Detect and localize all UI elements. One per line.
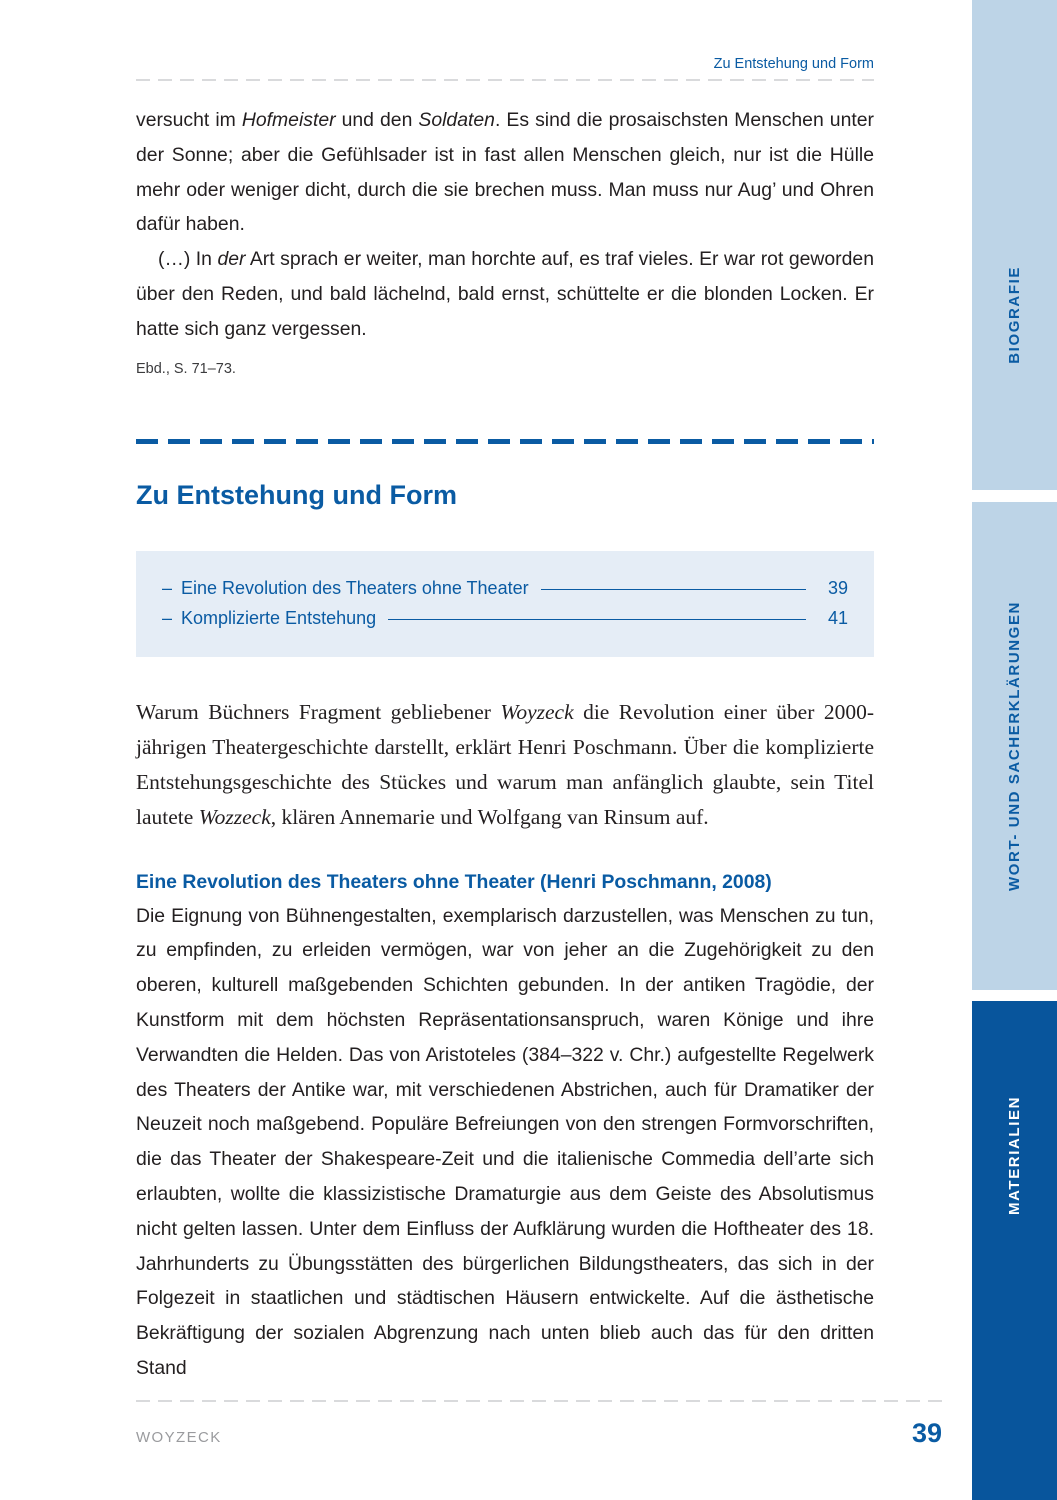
toc-entry-2-page: 41 xyxy=(827,607,848,628)
section-contents-box xyxy=(136,551,874,657)
section-tab-strip xyxy=(972,0,1057,1500)
article-heading: Eine Revolution des Theaters ohne Theater (Henri Poschmann, 2008) xyxy=(136,870,772,893)
quote-italic-hofmeister: Hofmeister xyxy=(241,109,336,131)
tab-materialien[interactable] xyxy=(972,1001,1057,1500)
toc-entry-1-page: 39 xyxy=(827,577,848,598)
quote-paragraph-1: versucht im Hofmeister und den Soldaten. Es sind die prosaischsten Menschen unter der Sonne; aber die Gefühlsader ist in fast allen Menschen gleich, nur ist die Hülle mehr oder weniger dicht, durch die sie brechen muss. Man muss nur Aug’ und Ohren dafür haben. xyxy=(136,109,874,236)
tab-materialien-label: MATERIALIEN xyxy=(1006,1096,1023,1215)
tab-biografie[interactable] xyxy=(972,0,1057,490)
section-divider xyxy=(136,439,874,444)
tab-wort-und-sacherklaerungen-label: WORT- UND SACHERKLÄRUNGEN xyxy=(1006,601,1023,891)
page-number: 39 xyxy=(911,1418,942,1448)
toc-leader-line xyxy=(388,619,806,620)
quote-paragraph-2: (…) In der Art sprach er weiter, man horchte auf, es traf vieles. Er war rot geworden über den Reden, und bald lächelnd, bald ernst, schüttelte er die blonden Locken. Er hatte sich ganz vergessen. xyxy=(136,248,874,340)
running-head: Zu Entstehung und Form xyxy=(713,56,874,72)
toc-entry-2-label: Komplizierte Entstehung xyxy=(181,607,377,628)
toc-entry-1-label: Eine Revolution des Theaters ohne Theater xyxy=(181,577,529,598)
quote-italic-soldaten: Soldaten xyxy=(418,109,495,131)
quote-source: Ebd., S. 71–73. xyxy=(136,360,236,377)
footer-row xyxy=(136,1402,942,1449)
intro-italic-wozzeck: Wozzeck xyxy=(198,804,271,829)
footer-work-title: WOYZECK xyxy=(136,1429,222,1446)
intro-italic-woyzeck: Woyzeck xyxy=(500,699,574,724)
tab-biografie-label: BIOGRAFIE xyxy=(1006,266,1023,364)
header-divider xyxy=(136,79,874,81)
toc-bullet-dash: – xyxy=(162,607,173,628)
page-footer xyxy=(136,1400,942,1449)
tab-wort-und-sacherklaerungen[interactable] xyxy=(972,502,1057,990)
toc-entry-2[interactable] xyxy=(162,603,848,633)
quotation-block xyxy=(136,103,874,377)
toc-bullet-dash: – xyxy=(162,577,173,598)
quote-italic-der: der xyxy=(217,248,246,271)
toc-entry-1[interactable] xyxy=(162,573,848,603)
toc-leader-line xyxy=(541,589,806,590)
article-body: Die Eignung von Bühnengestalten, exemplarisch darzustellen, was Menschen zu tun, zu empfinden, zu erleiden vermögen, war von jeher an die Zugehörigkeit zu den oberen, kulturell maßgebenden Schichten gebunden. In der antiken Tragödie, der Kunstform mit dem höchsten Repräsentationsanspruch, waren Könige und ihre Verwandten die Helden. Das von Aristoteles (384–322 v. Chr.) aufgestellte Regelwerk des Theaters der Antike war, mit verschiedenen Abstrichen, auch für Dramatiker der Neuzeit noch maßgebend. Populäre Befreiungen von den strengen Formvorschriften, die das Theater der Shakespeare-Zeit und die italienische Commedia dell’arte sich erlaubten, wollte die klassizistische Dramaturgie aus dem Geiste des Absolutismus nicht gelten lassen. Unter dem Einfluss der Aufklärung wurden die Hoftheater des 18. Jahrhunderts zu Übungsstätten des bürgerlichen Bildungstheaters, das sich in der Folgezeit in staatlichen und städtischen Häusern entwickelte. Auf die ästhetische Bekräftigung der sozialen Abgrenzung nach unten blieb auch das für den dritten Stand xyxy=(136,904,874,1379)
intro-paragraph: Warum Büchners Fragment gebliebener Woyzeck die Revolution einer über 2000-jährigen Theatergeschichte darstellt, erklärt Henri Poschmann. Über die komplizierte Entstehungsgeschichte des Stückes und warum man anfänglich glaubte, sein Titel lautete Wozzeck, klären Annemarie und Wolfgang van Rinsum auf. xyxy=(136,699,874,829)
section-title: Zu Entstehung und Form xyxy=(136,479,457,510)
content-column xyxy=(136,0,874,1386)
